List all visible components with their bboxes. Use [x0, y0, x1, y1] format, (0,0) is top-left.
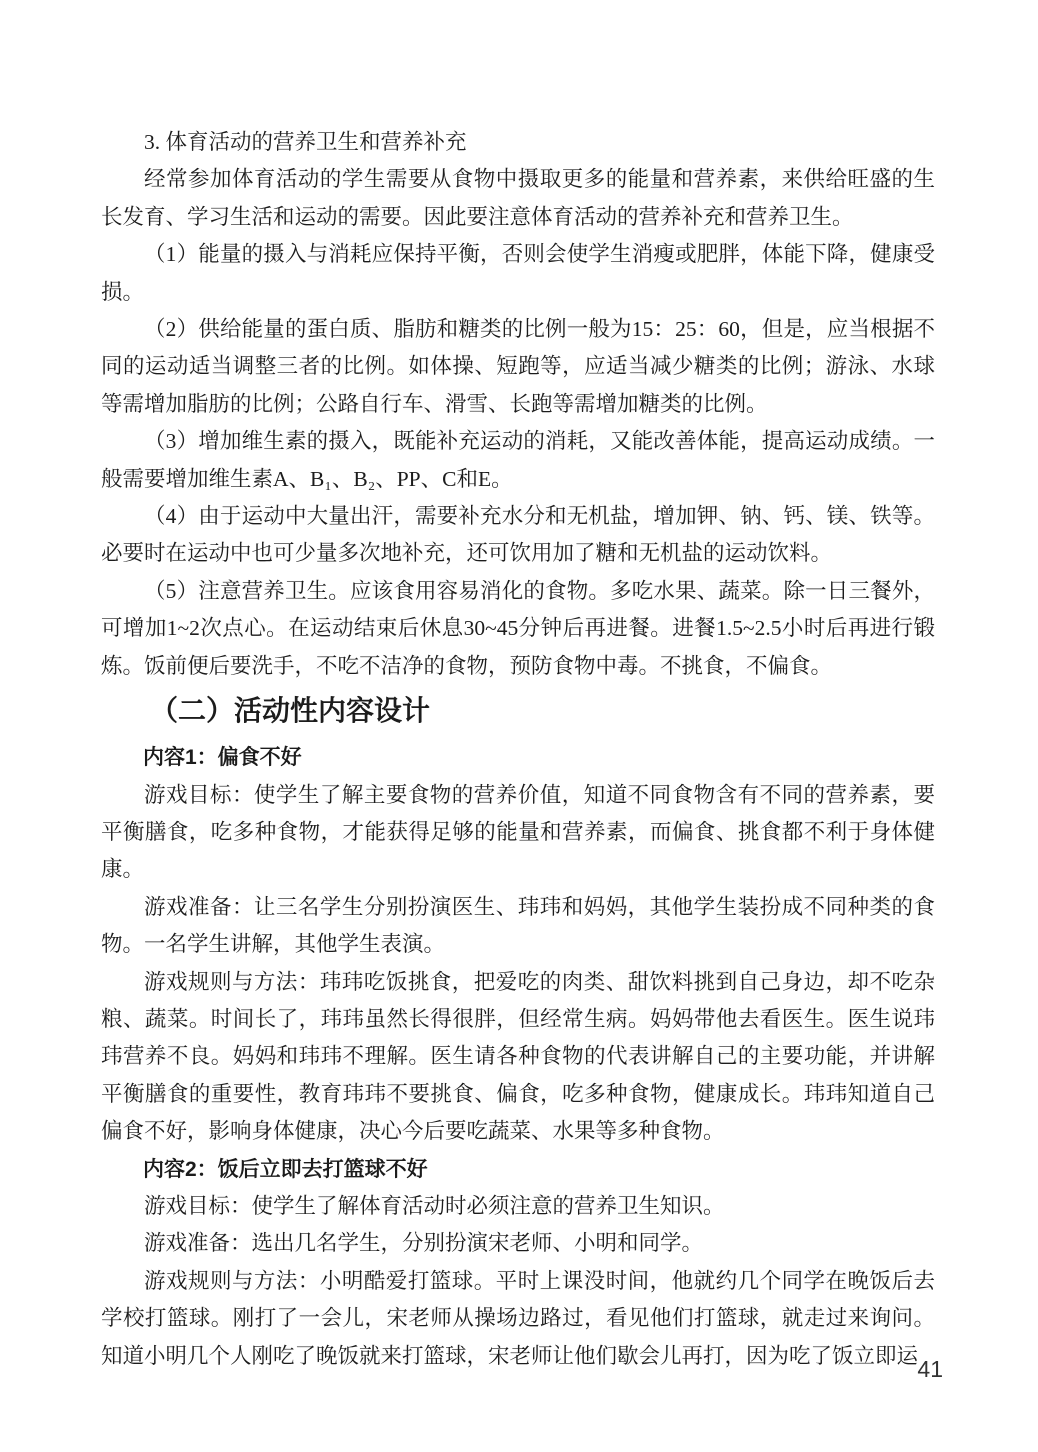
paragraph: （1）能量的摄入与消耗应保持平衡，否则会使学生消瘦或肥胖，体能下降，健康受损。: [101, 242, 935, 304]
paragraph: 游戏目标：使学生了解主要食物的营养价值，知道不同食物含有不同的营养素，要平衡膳食，吃多种食物，才能获得足够的能量和营养素，而偏食、挑食都不利于身体健康。: [101, 782, 935, 882]
content-subheading: 内容2：饭后立即去打篮球不好: [143, 1157, 428, 1181]
section-heading: （二）活动性内容设计: [150, 696, 431, 728]
page-number: 41: [917, 1356, 943, 1382]
paragraph: 游戏目标：使学生了解体育活动时必须注意的营养卫生知识。: [144, 1193, 725, 1218]
paragraph: （2）供给能量的蛋白质、脂肪和糖类的比例一般为15：25：60，但是，应当根据不同的运动适当调整三者的比例。如体操、短跑等，应适当减少糖类的比例；游泳、水球等需增加脂肪的比例；公路自行车、滑雪、长跑等需增加糖类的比例。: [101, 317, 935, 416]
paragraph: 经常参加体育活动的学生需要从食物中摄取更多的能量和营养素，来供给旺盛的生长发育、学习生活和运动的需要。因此要注意体育活动的营养补充和营养卫生。: [101, 167, 935, 229]
content-subheading: 内容1：偏食不好: [143, 746, 302, 770]
document-content: [101, 124, 935, 1375]
paragraph: 游戏准备：选出几名学生，分别扮演宋老师、小明和同学。: [144, 1231, 704, 1256]
paragraph: 游戏规则与方法：玮玮吃饭挑食，把爱吃的肉类、甜饮料挑到自己身边，却不吃杂粮、蔬菜。时间长了，玮玮虽然长得很胖，但经常生病。妈妈带他去看医生。医生说玮玮营养不良。妈妈和玮玮不理解。医生请各种食物的代表讲解自己的主要功能，并讲解平衡膳食的重要性，教育玮玮不要挑食、偏食，吃多种食物，健康成长。玮玮知道自己偏食不好，影响身体健康，决心今后要吃蔬菜、水果等多种食物。: [101, 969, 935, 1144]
paragraph: （4）由于运动中大量出汗，需要补充水分和无机盐，增加钾、钠、钙、镁、铁等。必要时在运动中也可少量多次地补充，还可饮用加了糖和无机盐的运动饮料。: [101, 504, 935, 566]
paragraph: 游戏准备：让三名学生分别扮演医生、玮玮和妈妈，其他学生装扮成不同种类的食物。一名学生讲解，其他学生表演。: [101, 894, 935, 957]
paragraph: 游戏规则与方法：小明酷爱打篮球。平时上课没时间，他就约几个同学在晚饭后去学校打篮球。刚打了一会儿，宋老师从操场边路过，看见他们打篮球，就走过来询问。知道小明几个人刚吃了晚饭就来打篮球，宋老师让他们歇会儿再打，因为吃了饭立即运: [101, 1268, 935, 1368]
section-number-title: 3. 体育活动的营养卫生和营养补充: [144, 130, 467, 154]
paragraph: （3）增加维生素的摄入，既能补充运动的消耗，又能改善体能，提高运动成绩。一般需要增加维生素A、B₁、B₂、PP、C和E。: [101, 429, 935, 491]
paragraph: （5）注意营养卫生。应该食用容易消化的食物。多吃水果、蔬菜。除一日三餐外，可增加1~2次点心。在运动结束后休息30~45分钟后再进餐。进餐1.5~2.5小时后再进行锻炼。饭前便后要洗手，不吃不洁净的食物，预防食物中毒。不挑食，不偏食。: [101, 578, 935, 678]
